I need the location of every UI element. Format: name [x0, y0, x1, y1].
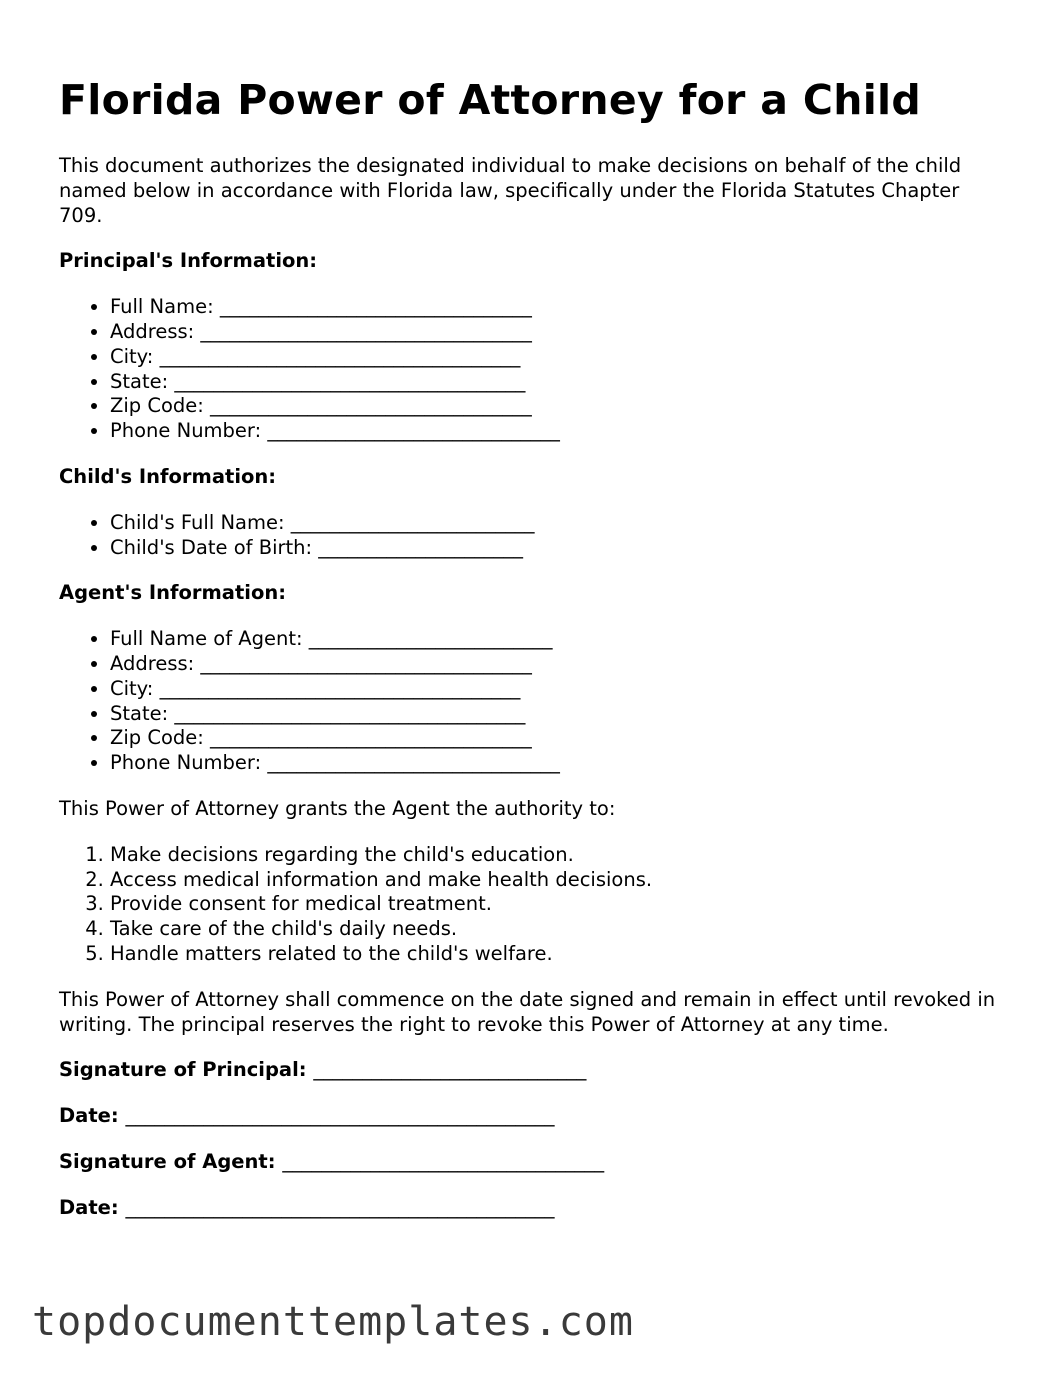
- principal-date-blank[interactable]: ____________________________________________: [125, 1104, 555, 1128]
- powers-list: [59, 843, 1009, 967]
- principal-heading: Principal's Information:: [59, 249, 318, 273]
- agent-signature-line[interactable]: [59, 1150, 1009, 1175]
- power-item: 4. Take care of the child's daily needs.: [110, 917, 1009, 942]
- agent-fields-list: [59, 627, 1009, 776]
- grant-intro: This Power of Attorney grants the Agent the authority to:: [59, 796, 616, 820]
- site-watermark: topdocumenttemplates.com: [32, 1299, 634, 1345]
- child-heading: Child's Information:: [59, 464, 277, 488]
- agent-signature-label: Signature of Agent:: [59, 1149, 276, 1173]
- principal-fields-list: [59, 295, 1009, 444]
- agent-city-field[interactable]: • City: _____________________________________: [110, 677, 1009, 702]
- principal-signature-line[interactable]: [59, 1058, 1009, 1083]
- principal-date-line[interactable]: [59, 1104, 1009, 1129]
- intro-paragraph: This document authorizes the designated individual to make decisions on behalf of the child named below in accordance with Florida law, specifically under the Florida Statutes Chapter 709.: [59, 154, 962, 227]
- agent-full-name-field[interactable]: • Full Name of Agent: _________________________: [110, 627, 1009, 652]
- child-fields-list: [59, 511, 1009, 561]
- closing-paragraph: This Power of Attorney shall commence on the date signed and remain in effect until revoked in writing. The principal reserves the right to revoke this Power of Attorney at any time.: [59, 987, 996, 1036]
- principal-signature-blank[interactable]: ____________________________: [313, 1058, 587, 1082]
- power-item: 1. Make decisions regarding the child's education.: [110, 843, 1009, 868]
- principal-address-field[interactable]: • Address: __________________________________: [110, 320, 1009, 345]
- principal-phone-field[interactable]: • Phone Number: ______________________________: [110, 419, 1009, 444]
- power-item: 3. Provide consent for medical treatment.: [110, 892, 1009, 917]
- agent-date-line[interactable]: [59, 1196, 1009, 1221]
- document-page: [59, 72, 1009, 1221]
- agent-date-label: Date:: [59, 1195, 119, 1219]
- child-dob-field[interactable]: • Child's Date of Birth: _____________________: [110, 536, 1009, 561]
- principal-city-field[interactable]: • City: _____________________________________: [110, 345, 1009, 370]
- child-full-name-field[interactable]: • Child's Full Name: _________________________: [110, 511, 1009, 536]
- principal-state-field[interactable]: • State: ____________________________________: [110, 370, 1009, 395]
- agent-heading: Agent's Information:: [59, 581, 287, 605]
- agent-phone-field[interactable]: • Phone Number: ______________________________: [110, 751, 1009, 776]
- principal-date-label: Date:: [59, 1104, 119, 1128]
- page-title: Florida Power of Attorney for a Child: [59, 76, 922, 124]
- agent-zip-field[interactable]: • Zip Code: _________________________________: [110, 726, 1009, 751]
- agent-signature-blank[interactable]: _________________________________: [282, 1149, 605, 1173]
- principal-full-name-field[interactable]: • Full Name: ________________________________: [110, 295, 1009, 320]
- agent-state-field[interactable]: • State: ____________________________________: [110, 702, 1009, 727]
- power-item: 2. Access medical information and make health decisions.: [110, 868, 1009, 893]
- agent-date-blank[interactable]: ____________________________________________: [125, 1195, 555, 1219]
- power-item: 5. Handle matters related to the child's welfare.: [110, 942, 1009, 967]
- agent-address-field[interactable]: • Address: __________________________________: [110, 652, 1009, 677]
- principal-signature-label: Signature of Principal:: [59, 1058, 307, 1082]
- principal-zip-field[interactable]: • Zip Code: _________________________________: [110, 394, 1009, 419]
